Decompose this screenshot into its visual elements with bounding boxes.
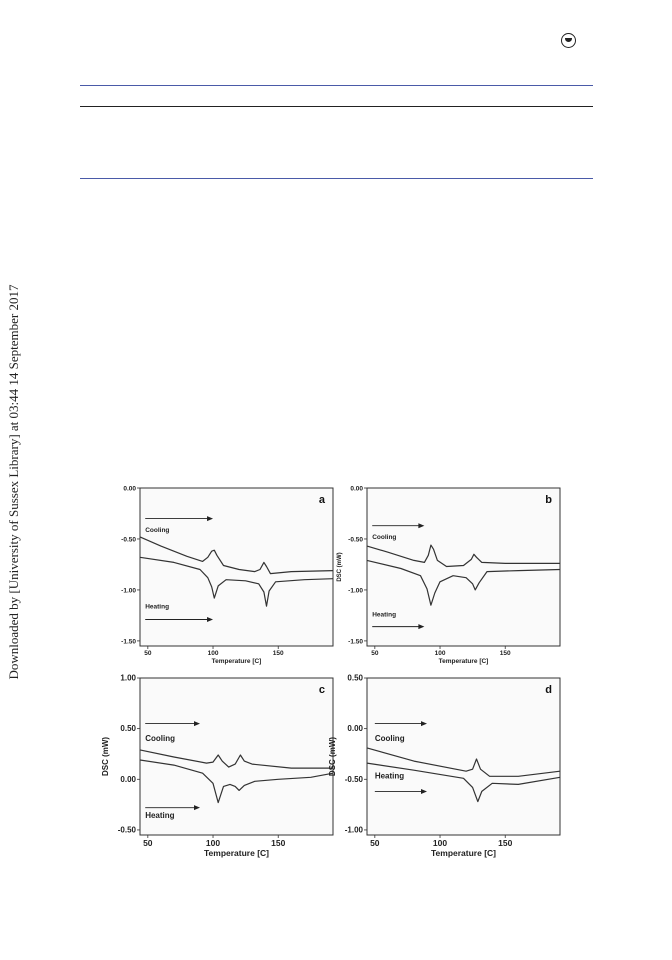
cooling-label: Cooling	[145, 526, 170, 534]
x-tick-label: 100	[205, 838, 221, 848]
header-rule-middle	[80, 106, 593, 107]
chart-panel-b	[337, 486, 560, 666]
heating-label: Heating	[145, 810, 175, 820]
x-tick-label: 100	[432, 838, 448, 848]
x-tick-label: 50	[143, 838, 153, 848]
y-axis-label: DSC (mW)	[337, 552, 343, 582]
chart-panel-c	[101, 674, 333, 859]
y-tick-label: -0.50	[121, 536, 136, 544]
y-tick-label: -0.50	[344, 774, 363, 784]
heating-label: Heating	[372, 611, 397, 619]
x-tick-label: 150	[271, 838, 286, 848]
y-tick-label: 1.00	[120, 673, 136, 683]
y-tick-label: -1.00	[348, 587, 363, 595]
heating-label: Heating	[374, 771, 405, 781]
panel-label: c	[318, 684, 325, 696]
heating-label: Heating	[145, 603, 170, 611]
y-tick-label: 0.50	[347, 673, 363, 683]
x-axis-label: Temperature [C]	[438, 658, 489, 665]
x-tick-label: 100	[434, 650, 446, 657]
cooling-label: Cooling	[145, 733, 175, 743]
y-tick-label: -0.50	[348, 536, 363, 544]
publisher-logo-icon	[561, 33, 576, 48]
y-axis-label: DSC (mW)	[101, 736, 110, 777]
x-tick-label: 150	[498, 838, 513, 848]
y-tick-label: 0.00	[120, 774, 136, 784]
header-rule-bottom	[80, 178, 593, 179]
y-tick-label: -1.50	[348, 638, 363, 646]
cooling-label: Cooling	[374, 733, 405, 743]
panel-label: a	[318, 494, 325, 506]
y-tick-label: 0.00	[123, 485, 136, 493]
y-tick-label: 0.50	[120, 724, 136, 734]
y-tick-label: 0.00	[350, 485, 363, 493]
dsc-figure	[98, 476, 568, 866]
x-tick-label: 50	[370, 838, 380, 848]
x-tick-label: 150	[272, 650, 284, 657]
y-axis-label: DSC (mW)	[328, 736, 337, 777]
panel-label: b	[545, 494, 552, 506]
x-tick-label: 100	[207, 650, 219, 657]
chart-panel-d	[328, 674, 560, 859]
y-tick-label: -1.50	[121, 638, 136, 646]
chart-panel-a	[121, 486, 333, 666]
y-tick-label: -0.50	[117, 825, 136, 835]
x-tick-label: 150	[499, 650, 511, 657]
x-tick-label: 50	[144, 650, 152, 657]
header-rule-top	[80, 85, 593, 86]
cooling-label: Cooling	[372, 533, 397, 541]
y-tick-label: -1.00	[344, 825, 363, 835]
x-axis-label: Temperature [C]	[211, 658, 262, 665]
y-tick-label: 0.00	[347, 724, 363, 734]
x-axis-label: Temperature [C]	[430, 848, 497, 858]
download-watermark: Downloaded by [University of Sussex Library] at 03:44 14 September 2017	[6, 284, 21, 680]
plot-frame	[140, 488, 333, 646]
x-tick-label: 50	[371, 650, 379, 657]
y-tick-label: -1.00	[121, 587, 136, 595]
x-axis-label: Temperature [C]	[203, 848, 270, 858]
panel-label: d	[545, 684, 552, 696]
